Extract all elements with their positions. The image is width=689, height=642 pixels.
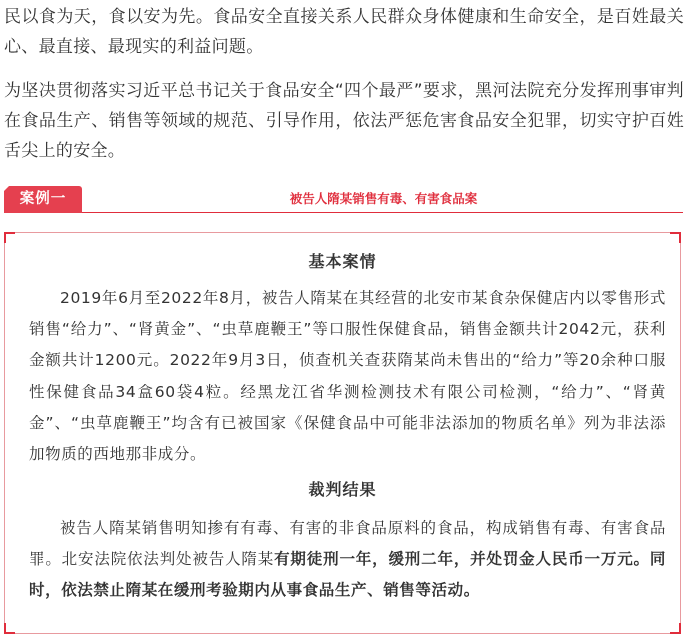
corner-decoration-bottom-right (670, 623, 681, 634)
verdict-heading: 裁判结果 (308, 480, 377, 499)
facts-paragraph: 2019年6月至2022年8月，被告人隋某在其经营的北安市某食杂保健店内以零售形式销售“给力”、“肾黄金”、“虫草鹿鞭王”等口服性保健食品，销售金额共计2042元，获利金额共计1200元。2022年9月3日，侦查机关查获隋某尚未售出的“给力”等20余种口服性保健食品34盒60袋4粒。经黑龙江省华测检测技术有限公司检测，“给力”、“肾黄金”、“虫草鹿鞭王”均含有已被国家《保健食品中可能非法添加的物质名单》列为非法添加物质的西地那非成分。 (29, 289, 666, 464)
verdict-paragraph (29, 513, 666, 607)
case-header (4, 186, 683, 213)
case-tab (4, 186, 82, 213)
tab-notch-decoration (4, 186, 9, 191)
intro-paragraph-2: 为坚决贯彻落实习近平总书记关于食品安全“四个最严”要求，黑河法院充分发挥刑事审判在食品生产、销售等领域的规范、引导作用，依法严惩危害食品安全犯罪，切实守护百姓舌尖上的安全。 (4, 81, 684, 161)
intro-paragraph-1: 民以食为天，食以安为先。食品安全直接关系人民群众身体健康和生命安全，是百姓最关心、最直接、最现实的利益问题。 (4, 7, 684, 57)
corner-decoration-top-right (670, 232, 681, 243)
facts-heading: 基本案情 (308, 252, 377, 271)
verdict-text-plain: 被告人隋某销售明知掺有有毒、有害的非食品原料的食品，构成销售有毒、有害食品罪。北安法院依法判处被告人隋某 (29, 519, 666, 569)
verdict-text-bold: 有期徒刑一年，缓刑二年，并处罚金人民币一万元。同时，依法禁止隋某在缓刑考验期内从事食品生产、销售等活动。 (29, 550, 666, 600)
corner-decoration-top-left (4, 232, 15, 243)
case-tab-label: 案例一 (19, 191, 67, 207)
case-title: 被告人隋某销售有毒、有害食品案 (289, 191, 478, 206)
case-box (4, 232, 681, 634)
corner-decoration-bottom-left (4, 623, 15, 634)
